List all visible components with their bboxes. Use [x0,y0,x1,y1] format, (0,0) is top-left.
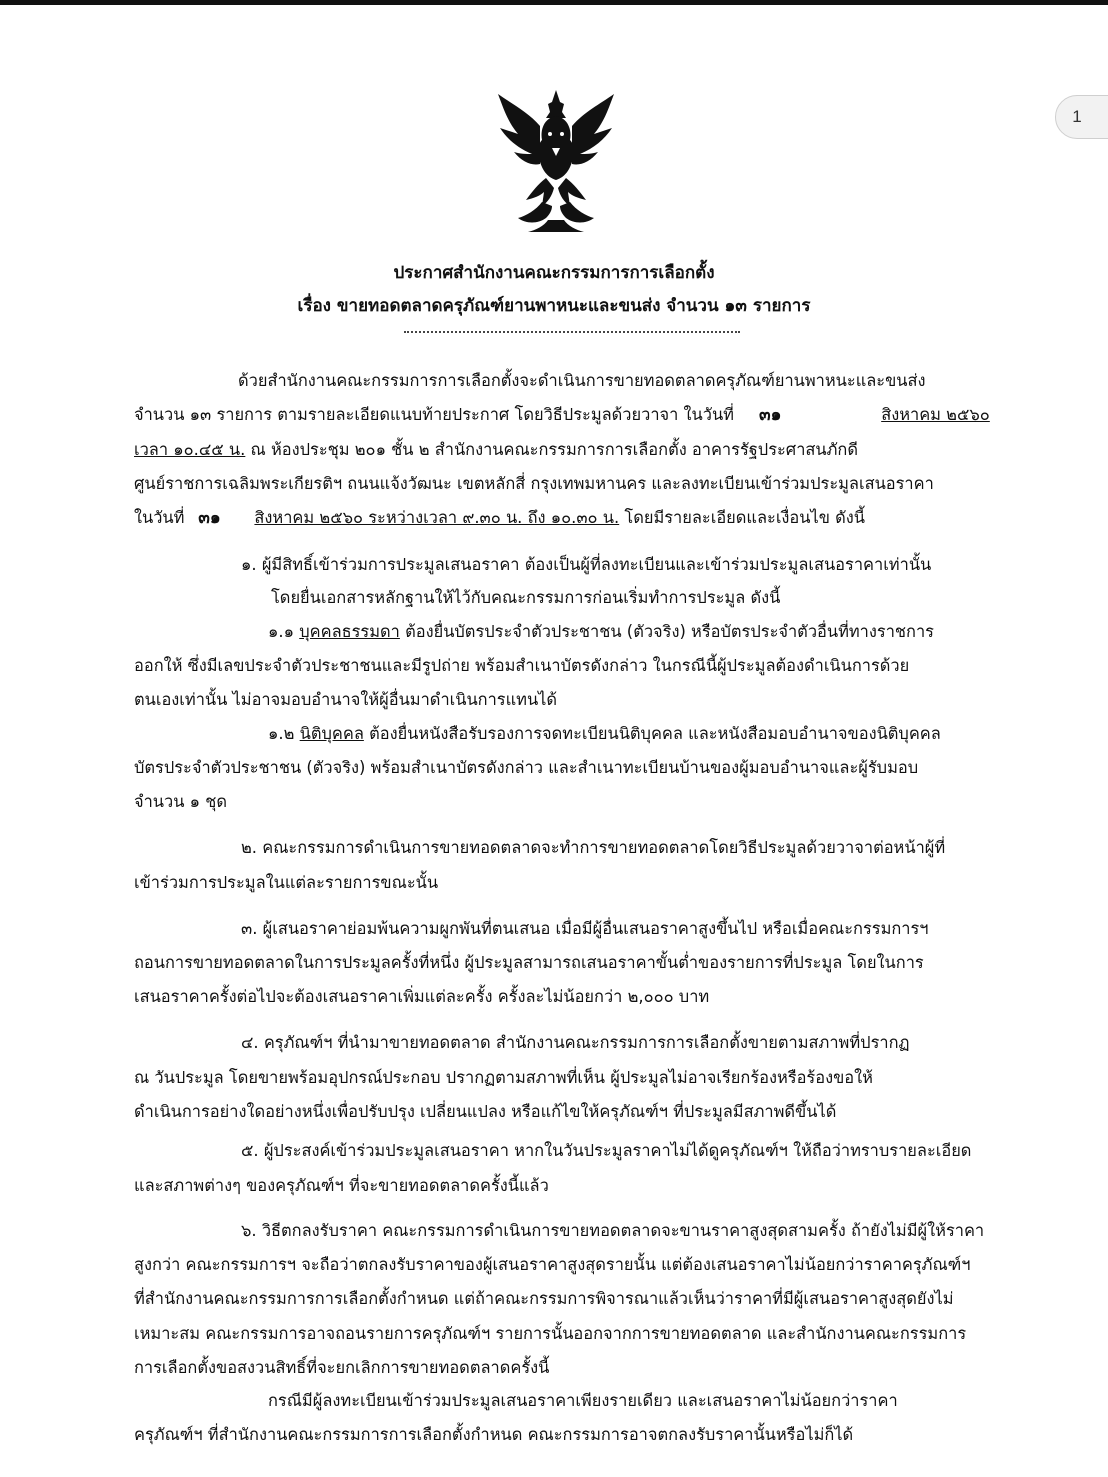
item-5-line-2: และสภาพต่างๆ ของครุภัณฑ์ฯ ที่จะขายทอดตลาดครั้งนี้แล้ว [134,1176,549,1195]
item-6-line-5: การเลือกตั้งขอสงวนสิทธิ์ที่จะยกเลิกการขายทอดตลาดครั้งนี้ [134,1358,550,1377]
item-1-2-line-2: บัตรประจำตัวประชาชน (ตัวจริง) พร้อมสำเนาบัตรดังกล่าว และสำเนาทะเบียนบ้านของผู้มอบอำนาจและผู้รับมอบ [134,758,919,777]
item-6-line-7: ครุภัณฑ์ฯ ที่สำนักงานคณะกรรมการการเลือกตั้งกำหนด คณะกรรมการอาจตกลงรับราคานั้นหรือไม่ก็ได้ [134,1425,854,1444]
page-number-badge[interactable] [1055,95,1108,139]
announcement-subject: เรื่อง ขายทอดตลาดครุภัณฑ์ยานพาหนะและขนส่ง จำนวน ๑๓ รายการ [297,296,811,316]
item-3-line-2: ถอนการขายทอดตลาดในการประมูลครั้งที่หนึ่ง ผู้ประมูลสามารถเสนอราคาขั้นต่ำของรายการที่ประมูล โดยในการ [134,953,924,972]
top-border [0,0,1108,5]
item-3-line-3: เสนอราคาครั้งต่อไปจะต้องเสนอราคาเพิ่มแต่ละครั้ง ครั้งละไม่น้อยกว่า ๒,๐๐๐ บาท [134,987,710,1006]
item-1-1-line-2: ออกให้ ซึ่งมีเลขประจำตัวประชาชนและมีรูปถ่าย พร้อมสำเนาบัตรดังกล่าว ในกรณีนี้ผู้ประมูลต้องดำเนินการด้วย [134,656,910,675]
item-1-1-line-1: ๑.๑ บุคคลธรรมดา ต้องยื่นบัตรประจำตัวประชาชน (ตัวจริง) หรือบัตรประจำตัวอื่นที่ทางราชการ [268,622,934,641]
dotted-separator [404,331,740,333]
item-6-line-4: เหมาะสม คณะกรรมการอาจถอนรายการครุภัณฑ์ฯ รายการนั้นออกจากการขายทอดตลาด และสำนักงานคณะกรรมการ [134,1324,967,1343]
garuda-emblem-icon [492,82,620,237]
intro-line-1: ด้วยสำนักงานคณะกรรมการการเลือกตั้งจะดำเนินการขายทอดตลาดครุภัณฑ์ยานพาหนะและขนส่ง [238,371,926,390]
item-6-line-3: ที่สำนักงานคณะกรรมการการเลือกตั้งกำหนด แต่ถ้าคณะกรรมการพิจารณาแล้วเห็นว่าราคาที่มีผู้เสนอราคาสูงสุดยังไม่ [134,1289,954,1308]
item-1-2-line-3: จำนวน ๑ ชุด [134,792,228,811]
item-1-1-line-3: ตนเองเท่านั้น ไม่อาจมอบอำนาจให้ผู้อื่นมาดำเนินการแทนได้ [134,690,558,709]
page-number: 1 [1072,107,1082,126]
item-6-line-6: กรณีมีผู้ลงทะเบียนเข้าร่วมประมูลเสนอราคาเพียงรายเดียว และเสนอราคาไม่น้อยกว่าราคา [268,1391,898,1410]
item-2-line-2: เข้าร่วมการประมูลในแต่ละรายการขณะนั้น [134,873,439,892]
item-1-2-line-1: ๑.๒ นิติบุคคล ต้องยื่นหนังสือรับรองการจดทะเบียนนิติบุคคล และหนังสือมอบอำนาจของนิติบุคคล [268,724,941,743]
intro-line-2: จำนวน ๑๓ รายการ ตามรายละเอียดแนบท้ายประกาศ โดยวิธีประมูลด้วยวาจา ในวันที่ ๓๑ สิงหาคม ๒๕๖๐ [134,405,990,425]
item-1-line-1: ๑. ผู้มีสิทธิ์เข้าร่วมการประมูลเสนอราคา ต้องเป็นผู้ที่ลงทะเบียนและเข้าร่วมประมูลเสนอราคาเท่านั้น [241,555,932,574]
intro-line-5: ในวันที่ ๓๑ สิงหาคม ๒๕๖๐ ระหว่างเวลา ๙.๓๐ น. ถึง ๑๐.๓๐ น. โดยมีรายละเอียดและเงื่อนไข ดังนี้ [134,508,865,528]
item-3-line-1: ๓. ผู้เสนอราคาย่อมพ้นความผูกพันที่ตนเสนอ เมื่อมีผู้อื่นเสนอราคาสูงขึ้นไป หรือเมื่อคณะกรรมการฯ [241,919,929,938]
announcement-title: ประกาศสำนักงานคณะกรรมการการเลือกตั้ง [393,263,715,283]
item-2-line-1: ๒. คณะกรรมการดำเนินการขายทอดตลาดจะทำการขายทอดตลาดโดยวิธีประมูลด้วยวาจาต่อหน้าผู้ที่ [241,838,946,857]
item-4-line-3: ดำเนินการอย่างใดอย่างหนึ่งเพื่อปรับปรุง เปลี่ยนแปลง หรือแก้ไขให้ครุภัณฑ์ฯ ที่ประมูลมีสภาพดีขึ้นได้ [134,1102,837,1121]
item-6-line-2: สูงกว่า คณะกรรมการฯ จะถือว่าตกลงรับราคาของผู้เสนอราคาสูงสุดรายนั้น แต่ต้องเสนอราคาไม่น้อยกว่าราคาครุภัณฑ์ฯ [134,1255,971,1274]
intro-line-4: ศูนย์ราชการเฉลิมพระเกียรติฯ ถนนแจ้งวัฒนะ เขตหลักสี่ กรุงเทพมหานคร และลงทะเบียนเข้าร่วมประมูลเสนอราคา [134,474,934,493]
intro-line-3: เวลา ๑๐.๔๕ น. ณ ห้องประชุม ๒๐๑ ชั้น ๒ สำนักงานคณะกรรมการการเลือกตั้ง อาคารรัฐประศาสนภักดี [134,440,858,459]
item-4-line-1: ๔. ครุภัณฑ์ฯ ที่นำมาขายทอดตลาด สำนักงานคณะกรรมการการเลือกตั้งขายตามสภาพที่ปรากฏ [241,1033,910,1052]
item-4-line-2: ณ วันประมูล โดยขายพร้อมอุปกรณ์ประกอบ ปรากฏตามสภาพที่เห็น ผู้ประมูลไม่อาจเรียกร้องหรือร้องขอให้ [134,1068,873,1087]
item-6-line-1: ๖. วิธีตกลงรับราคา คณะกรรมการดำเนินการขายทอดตลาดจะขานราคาสูงสุดสามครั้ง ถ้ายังไม่มีผู้ให้ราคา [241,1221,985,1240]
item-1-line-2: โดยยื่นเอกสารหลักฐานให้ไว้กับคณะกรรมการก่อนเริ่มทำการประมูล ดังนี้ [271,588,781,607]
item-5-line-1: ๕. ผู้ประสงค์เข้าร่วมประมูลเสนอราคา หากในวันประมูลราคาไม่ได้ดูครุภัณฑ์ฯ ให้ถือว่าทราบรายละเอียด [241,1141,972,1160]
